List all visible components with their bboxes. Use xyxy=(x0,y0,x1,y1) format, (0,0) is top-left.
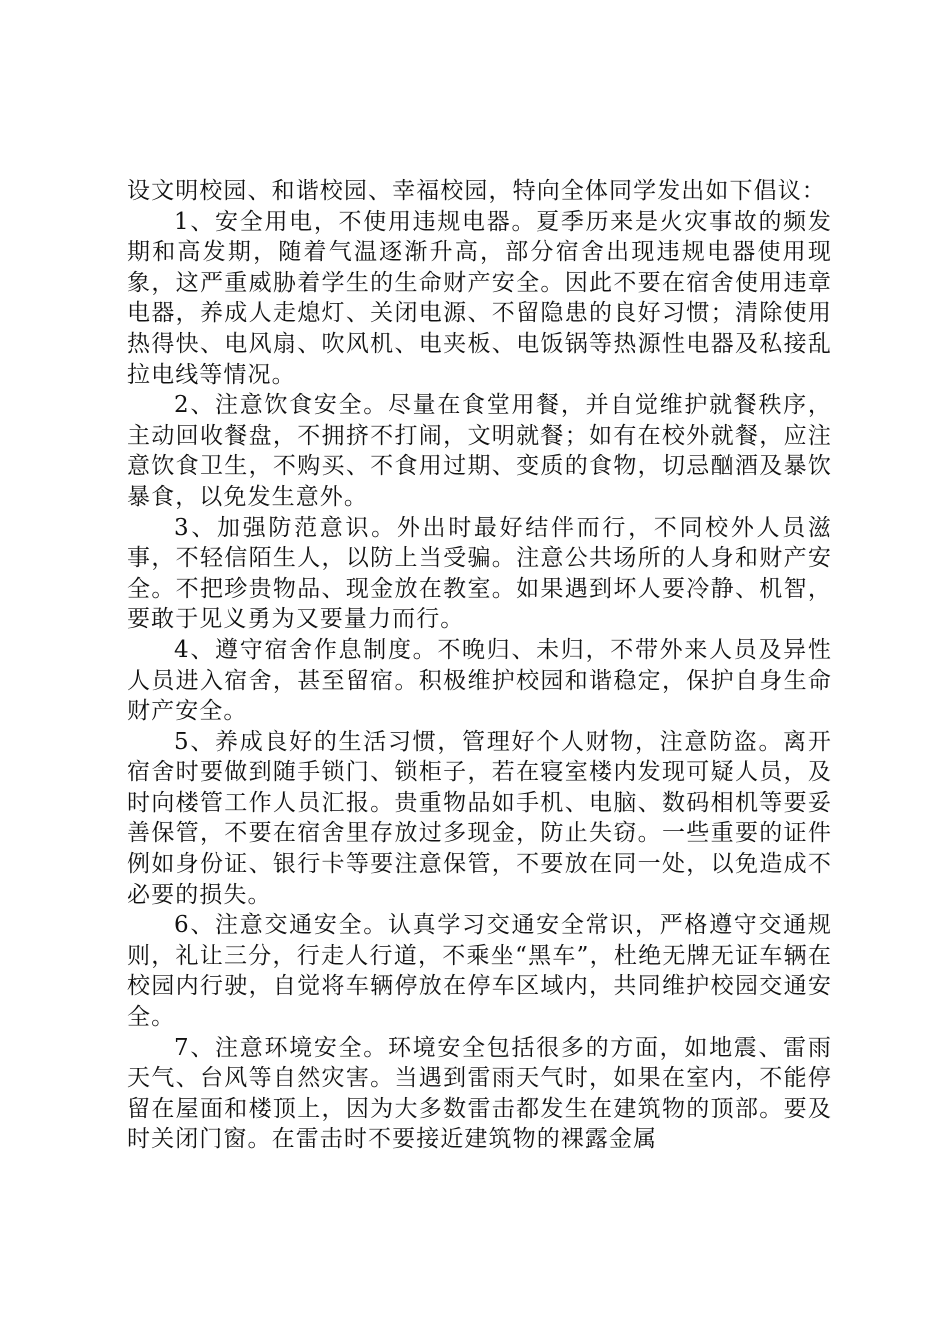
paragraph-item-1: 1、安全用电，不使用违规电器。夏季历来是火灾事故的频发期和高发期，随着气温逐渐升高，部分宿舍出现违规电器使用现象，这严重威胁着学生的生命财产安全。因此不要在宿舍使用违章电器，养成人走熄灯、关闭电源、不留隐患的良好习惯；清除使用热得快、电风扇、吹风机、电夹板、电饭锅等热源性电器及私接乱拉电线等情况。 xyxy=(127,208,832,388)
paragraph-intro-continuation: 设文明校园、和谐校园、幸福校园，特向全体同学发出如下倡议： xyxy=(127,178,826,204)
paragraph-item-5: 5、养成良好的生活习惯，管理好个人财物，注意防盗。离开宿舍时要做到随手锁门、锁柜子，若在寝室楼内发现可疑人员，及时向楼管工作人员汇报。贵重物品如手机、电脑、数码相机等要妥善保管，不要在宿舍里存放过多现金，防止失窃。一些重要的证件例如身份证、银行卡等要注意保管，不要放在同一处，以免造成不必要的损失。 xyxy=(127,728,832,908)
paragraph-item-7: 7、注意环境安全。环境安全包括很多的方面，如地震、雷雨天气、台风等自然灾害。当遇到雷雨天气时，如果在室内，不能停留在屋面和楼顶上，因为大多数雷击都发生在建筑物的顶部。要及时关闭门窗。在雷击时不要接近建筑物的裸露金属 xyxy=(127,1034,832,1153)
paragraph-item-2: 2、注意饮食安全。尽量在食堂用餐，并自觉维护就餐秩序，主动回收餐盘，不拥挤不打闹，文明就餐；如有在校外就餐，应注意饮食卫生，不购买、不食用过期、变质的食物，切忌酗酒及暴饮暴食，以免发生意外。 xyxy=(127,392,832,510)
paragraph-item-6: 6、注意交通安全。认真学习交通安全常识，严格遵守交通规则，礼让三分，行走人行道，不乘坐“黑车”，杜绝无牌无证车辆在校园内行驶，自觉将车辆停放在停车区域内，共同维护校园交通安全。 xyxy=(127,912,832,1031)
document-body xyxy=(127,176,832,1155)
paragraph-item-3: 3、加强防范意识。外出时最好结伴而行，不同校外人员滋事，不轻信陌生人，以防上当受骗。注意公共场所的人身和财产安全。不把珍贵物品、现金放在教室。如果遇到坏人要冷静、机智，要敢于见义勇为又要量力而行。 xyxy=(127,514,832,633)
paragraph-item-4: 4、遵守宿舍作息制度。不晚归、未归，不带外来人员及异性人员进入宿舍，甚至留宿。积极维护校园和谐稳定，保护自身生命财产安全。 xyxy=(127,636,832,725)
